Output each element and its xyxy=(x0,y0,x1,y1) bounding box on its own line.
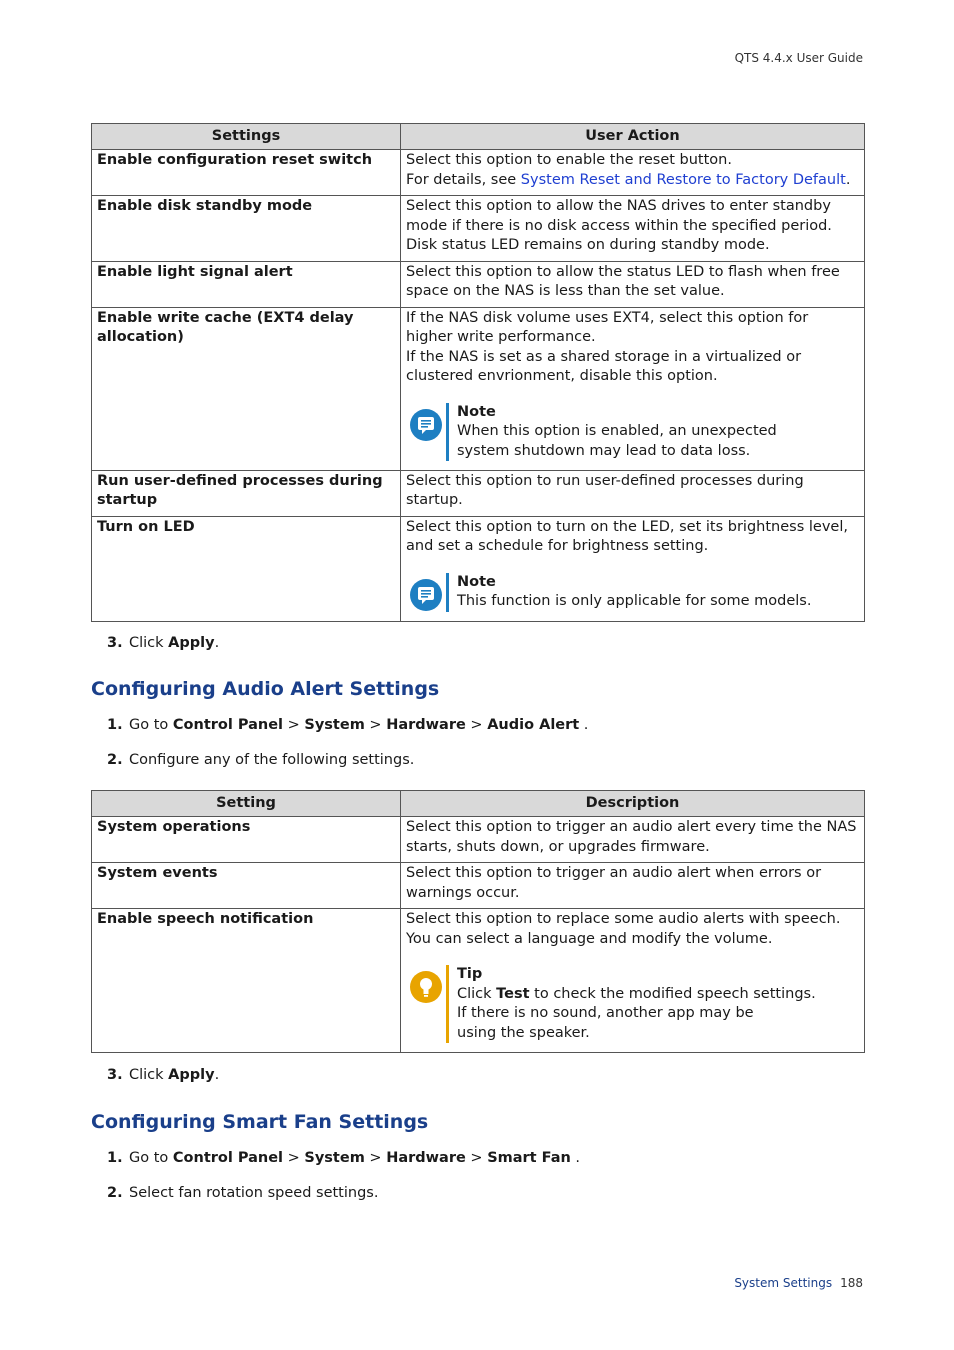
step-number: 1. xyxy=(107,717,123,733)
setting-action: Select this option to allow the status LED to flash when free space on the NAS is less than the set value. xyxy=(401,261,865,307)
setting-name: Run user-defined processes during startup xyxy=(92,470,401,516)
reset-restore-link[interactable]: System Reset and Restore to Factory Default xyxy=(520,171,846,188)
page-footer xyxy=(734,1276,863,1290)
path-hardware: Hardware xyxy=(386,1150,466,1166)
step-text: Click xyxy=(129,635,169,651)
note-title: Note xyxy=(457,573,496,590)
step-configure xyxy=(107,752,414,768)
step-number: 2. xyxy=(107,1185,123,1201)
path-system: System xyxy=(304,1150,365,1166)
action-text-suffix: . xyxy=(845,171,851,188)
path-separator: > xyxy=(283,717,305,733)
tip-body xyxy=(457,965,859,1043)
step-select-fan-speed xyxy=(107,1185,378,1201)
step-number: 1. xyxy=(107,1150,123,1166)
step-go-to-fan xyxy=(107,1150,580,1166)
tip-text xyxy=(457,985,859,1005)
action-text: If the NAS disk volume uses EXT4, select this option for higher write performance. xyxy=(406,309,809,345)
step-text: . xyxy=(570,1150,581,1166)
table-row xyxy=(92,307,865,470)
table-row xyxy=(92,909,865,1053)
apply-label: Apply xyxy=(168,1067,215,1083)
step-number: 2. xyxy=(107,752,123,768)
tip-text-prefix: Click xyxy=(457,985,497,1002)
action-text: Select this option to replace some audio alerts with speech. You can select a language and modify the volume. xyxy=(406,911,841,947)
tip-box xyxy=(406,965,859,1043)
apply-label: Apply xyxy=(168,635,215,651)
section-heading-fan: Configuring Smart Fan Settings xyxy=(91,1111,429,1133)
step-go-to-audio xyxy=(107,717,588,733)
setting-action: Select this option to trigger an audio alert every time the NAS starts, shuts down, or upgrades firmware. xyxy=(401,817,865,863)
footer-section: System Settings xyxy=(734,1276,833,1290)
table-row xyxy=(92,470,865,516)
path-audio-alert: Audio Alert xyxy=(487,717,580,733)
tip-text-line2: If there is no sound, another app may be using the speaker. xyxy=(457,1005,754,1041)
step-number: 3. xyxy=(107,635,123,651)
note-body xyxy=(457,573,859,612)
tip-title: Tip xyxy=(457,966,483,982)
note-text: When this option is enabled, an unexpected system shutdown may lead to data loss. xyxy=(457,423,777,459)
table-row xyxy=(92,817,865,863)
action-text: Select this option to turn on the LED, set its brightness level, and set a schedule for brightness setting. xyxy=(406,518,848,554)
path-hardware: Hardware xyxy=(386,717,466,733)
path-separator: > xyxy=(364,1150,387,1166)
note-box xyxy=(406,573,859,612)
guide-title: QTS 4.4.x User Guide xyxy=(734,51,863,65)
step-number: 3. xyxy=(107,1067,123,1083)
setting-action: Select this option to trigger an audio alert when errors or warnings occur. xyxy=(401,863,865,909)
table-row xyxy=(92,150,865,196)
page-number: 188 xyxy=(840,1276,863,1290)
note-box xyxy=(406,403,859,462)
note-title: Note xyxy=(457,403,496,420)
step-text: Click xyxy=(129,1067,169,1083)
column-header: User Action xyxy=(401,124,865,150)
action-text xyxy=(406,171,859,191)
setting-name: Enable light signal alert xyxy=(92,261,401,307)
note-text: This function is only applicable for some models. xyxy=(457,593,812,609)
setting-name: Enable disk standby mode xyxy=(92,196,401,262)
action-text: Select this option to enable the reset button. xyxy=(406,152,732,168)
note-icon xyxy=(406,573,446,612)
setting-name: Turn on LED xyxy=(92,516,401,621)
table-row xyxy=(92,261,865,307)
path-separator: > xyxy=(364,717,387,733)
path-separator: > xyxy=(465,1150,488,1166)
table-header-row xyxy=(92,791,865,817)
path-control-panel: Control Panel xyxy=(172,717,284,733)
column-header: Description xyxy=(401,791,865,817)
table-row xyxy=(92,863,865,909)
section-heading-audio: Configuring Audio Alert Settings xyxy=(91,678,440,700)
setting-action xyxy=(401,516,865,621)
setting-action xyxy=(401,150,865,196)
table-header-row xyxy=(92,124,865,150)
setting-action: Select this option to allow the NAS drives to enter standby mode if there is no disk access within the specified period. Disk status LED remains on during standby mode. xyxy=(401,196,865,262)
setting-name: System events xyxy=(92,863,401,909)
path-system: System xyxy=(304,717,365,733)
tip-accent-bar xyxy=(446,965,449,1043)
step-text: Go to xyxy=(129,717,173,733)
column-header: Setting xyxy=(92,791,401,817)
setting-action xyxy=(401,909,865,1053)
step-text: Go to xyxy=(129,1150,173,1166)
setting-action xyxy=(401,307,865,470)
path-separator: > xyxy=(283,1150,305,1166)
note-icon xyxy=(406,403,446,462)
action-text: If the NAS is set as a shared storage in a virtualized or clustered envrionment, disable this option. xyxy=(406,348,802,384)
tip-text-suffix: to check the modified speech settings. xyxy=(529,985,816,1002)
step-text: Select fan rotation speed settings. xyxy=(129,1185,379,1201)
setting-action: Select this option to run user-defined processes during startup. xyxy=(401,470,865,516)
setting-name: Enable write cache (EXT4 delay allocation) xyxy=(92,307,401,470)
path-separator: > xyxy=(465,717,488,733)
step-text: . xyxy=(214,635,220,651)
step-text: . xyxy=(579,717,589,733)
note-body xyxy=(457,403,859,462)
step-text: . xyxy=(214,1067,220,1083)
lightbulb-icon xyxy=(406,965,446,1043)
test-label: Test xyxy=(496,985,530,1002)
setting-name: Enable speech notification xyxy=(92,909,401,1053)
path-smart-fan: Smart Fan xyxy=(487,1150,571,1166)
path-control-panel: Control Panel xyxy=(172,1150,284,1166)
note-accent-bar xyxy=(446,573,449,612)
step-click-apply xyxy=(107,635,219,651)
audio-settings-table xyxy=(91,790,865,1053)
table-row xyxy=(92,516,865,621)
table-row xyxy=(92,196,865,262)
settings-table xyxy=(91,123,865,622)
action-text-prefix: For details, see xyxy=(406,171,521,188)
setting-name: System operations xyxy=(92,817,401,863)
step-click-apply xyxy=(107,1067,219,1083)
setting-name: Enable configuration reset switch xyxy=(92,150,401,196)
column-header: Settings xyxy=(92,124,401,150)
note-accent-bar xyxy=(446,403,449,462)
step-text: Configure any of the following settings. xyxy=(129,752,415,768)
